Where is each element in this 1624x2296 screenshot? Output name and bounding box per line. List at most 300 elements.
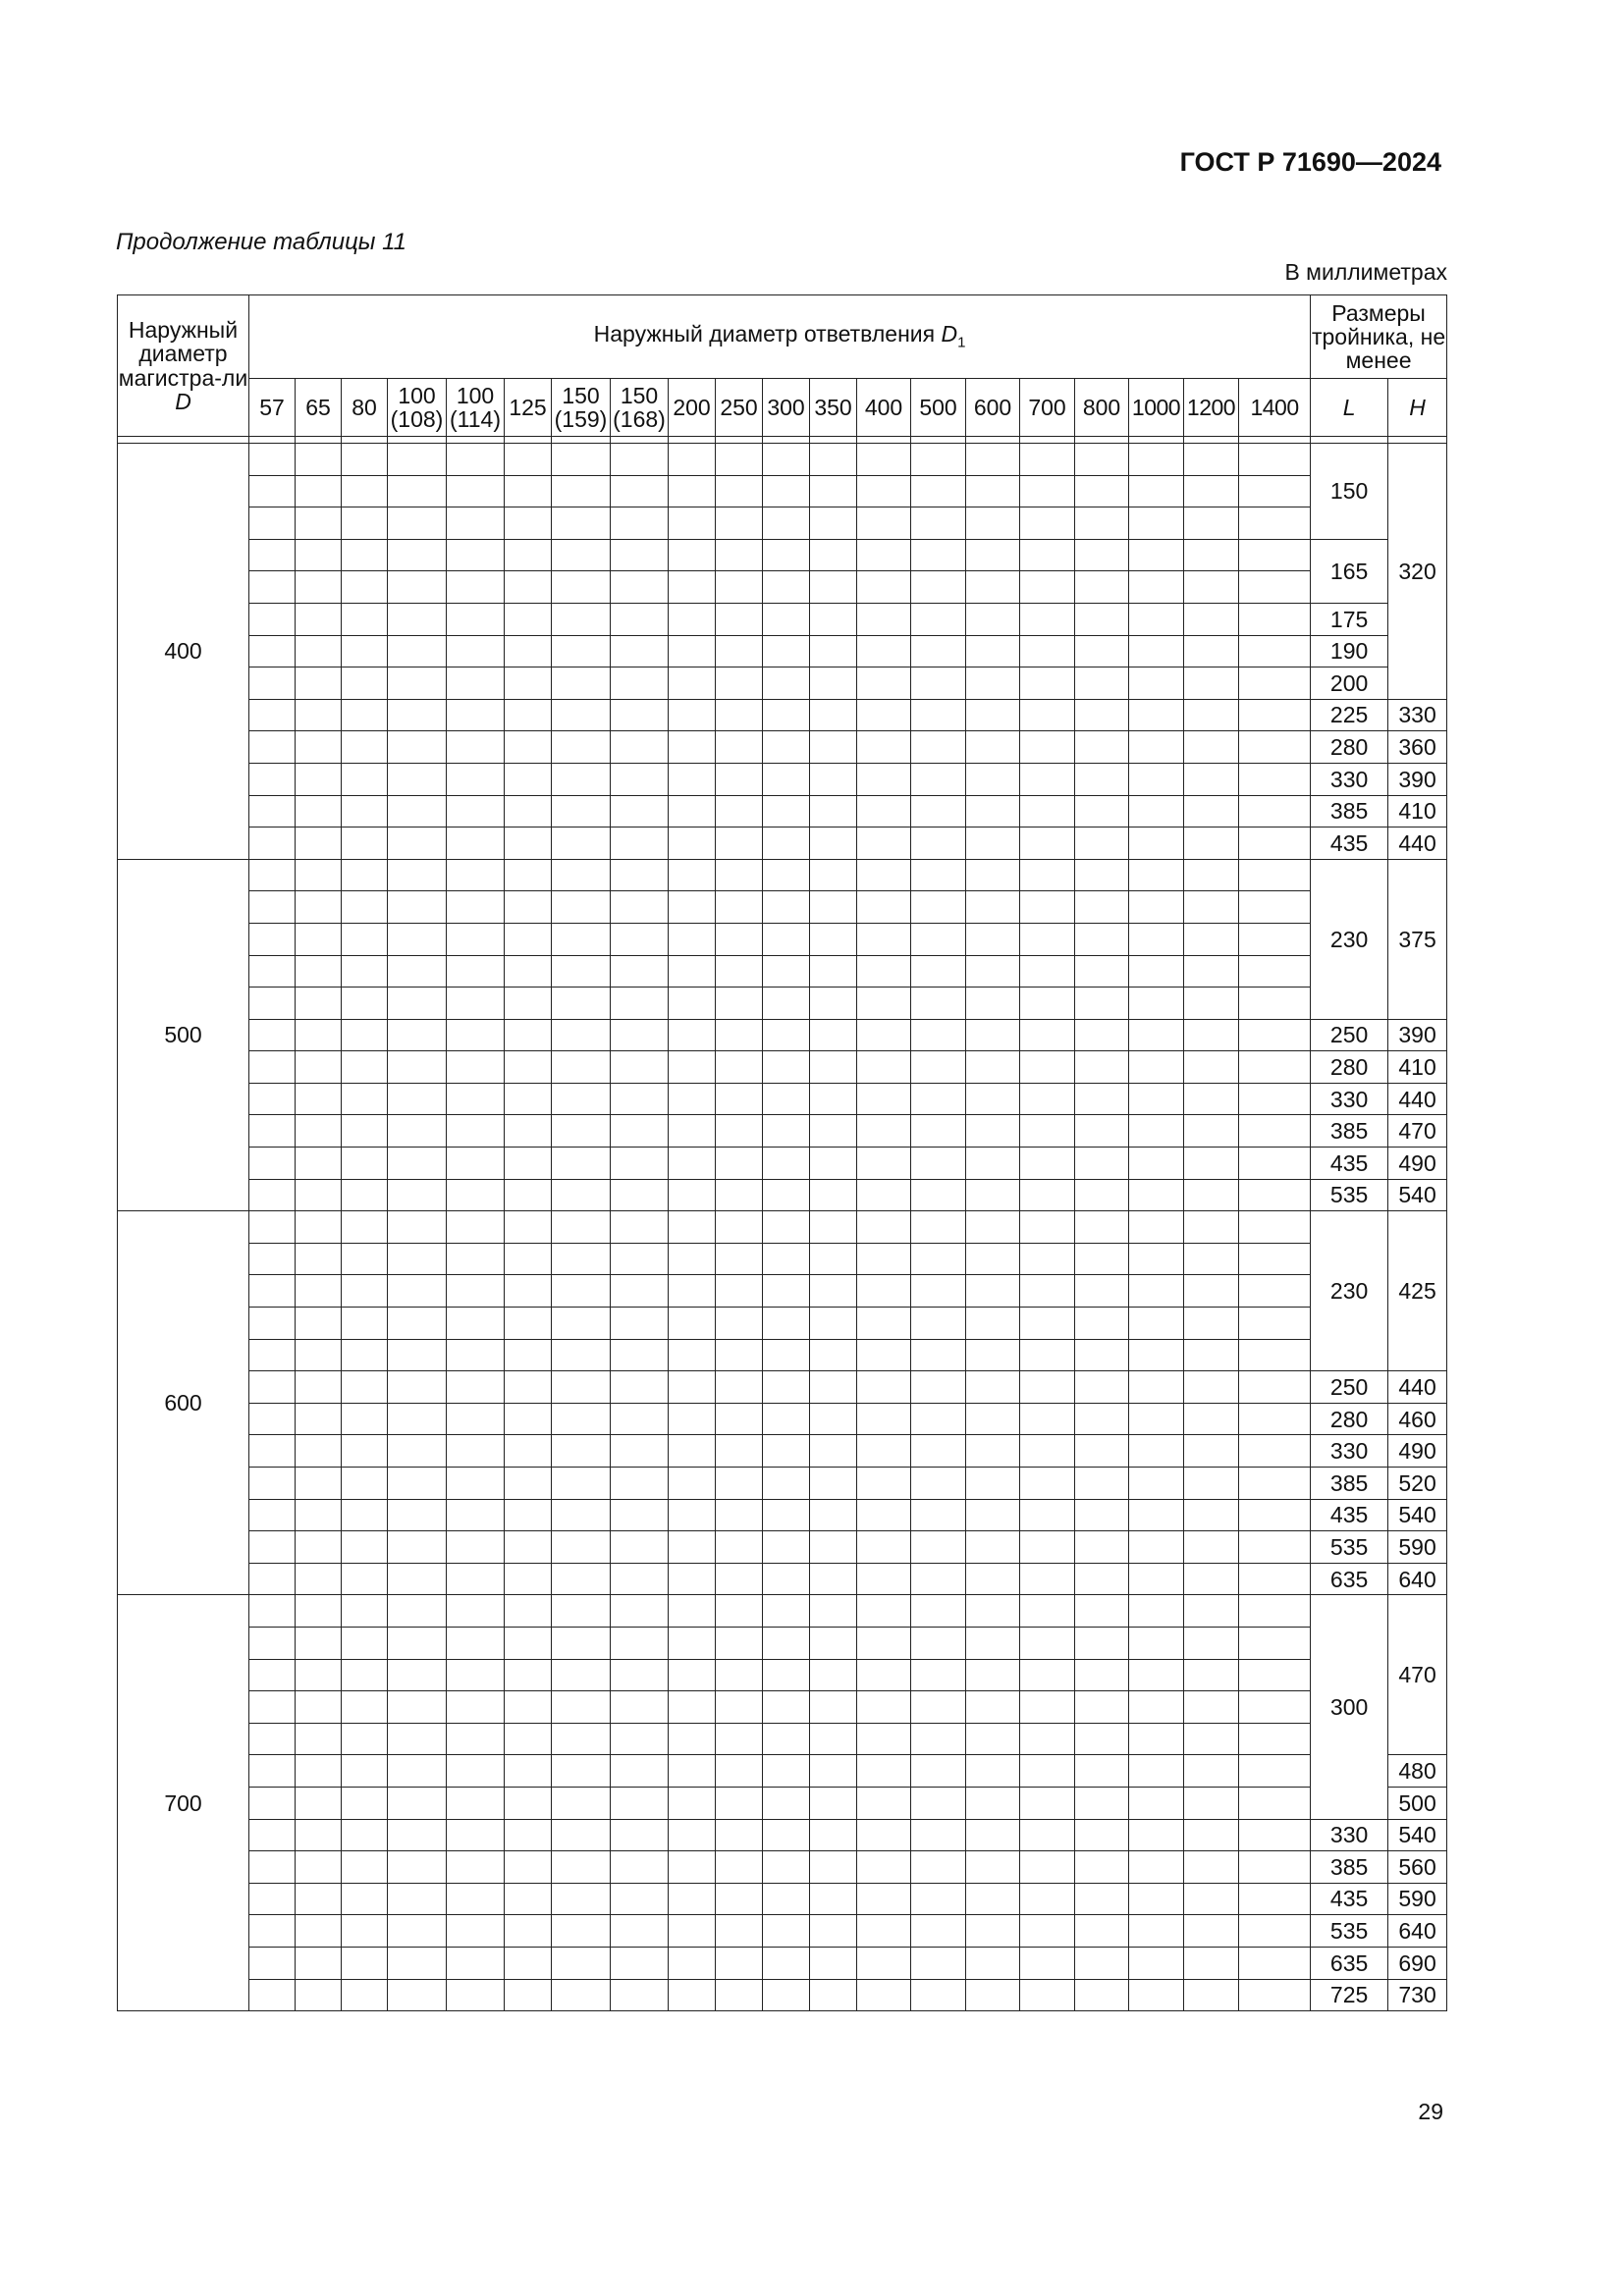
table-row xyxy=(118,923,1447,955)
main-diameter-cell: 400 xyxy=(118,444,249,860)
branch-cell xyxy=(763,1659,810,1691)
branch-cell xyxy=(1075,731,1129,764)
branch-cell xyxy=(1239,635,1311,667)
table-row xyxy=(118,571,1447,604)
branch-cell xyxy=(911,1051,966,1084)
table-row xyxy=(118,1019,1447,1051)
branch-cell xyxy=(447,1627,505,1659)
branch-cell xyxy=(810,1819,857,1851)
branch-cell xyxy=(296,1755,342,1788)
branch-cell xyxy=(911,988,966,1020)
branch-cell xyxy=(552,507,611,540)
branch-cell xyxy=(249,507,296,540)
separator-cell xyxy=(716,437,763,444)
branch-cell xyxy=(388,1659,447,1691)
branch-cell xyxy=(1075,1275,1129,1308)
branch-cell xyxy=(296,444,342,476)
branch-cell xyxy=(1075,1979,1129,2011)
branch-cell xyxy=(966,988,1020,1020)
main-diameter-header xyxy=(118,295,249,437)
branch-diameter-value: 1200 xyxy=(1186,394,1236,420)
branch-cell xyxy=(1239,1819,1311,1851)
branch-cell xyxy=(857,955,911,988)
table-row xyxy=(118,1148,1447,1180)
branch-cell xyxy=(1129,444,1184,476)
branch-cell xyxy=(716,667,763,700)
branch-cell xyxy=(296,1243,342,1275)
branch-cell xyxy=(447,1819,505,1851)
branch-cell xyxy=(1239,1051,1311,1084)
branch-cell xyxy=(249,828,296,860)
branch-cell xyxy=(763,1083,810,1115)
branch-cell xyxy=(249,539,296,571)
branch-cell xyxy=(966,1787,1020,1819)
branch-cell xyxy=(249,1083,296,1115)
branch-cell xyxy=(1129,1019,1184,1051)
branch-cell xyxy=(552,1691,611,1724)
branch-cell xyxy=(1129,923,1184,955)
branch-cell xyxy=(1239,731,1311,764)
branch-cell xyxy=(611,1563,669,1595)
branch-cell xyxy=(763,1115,810,1148)
branch-cell xyxy=(505,1499,552,1531)
branch-cell xyxy=(810,1468,857,1500)
branch-cell xyxy=(716,1883,763,1915)
H-value-cell: 490 xyxy=(1388,1435,1447,1468)
branch-cell xyxy=(1239,1179,1311,1211)
branch-cell xyxy=(810,667,857,700)
branch-cell xyxy=(552,1627,611,1659)
L-value-cell: 165 xyxy=(1311,539,1388,603)
branch-cell xyxy=(966,1403,1020,1435)
table-row xyxy=(118,667,1447,700)
branch-cell xyxy=(505,571,552,604)
branch-cell xyxy=(716,1339,763,1371)
branch-cell xyxy=(966,571,1020,604)
branch-cell xyxy=(1184,1403,1239,1435)
branch-cell xyxy=(911,667,966,700)
branch-cell xyxy=(669,1275,716,1308)
branch-cell xyxy=(611,1595,669,1628)
branch-cell xyxy=(552,1275,611,1308)
branch-cell xyxy=(296,988,342,1020)
branch-cell xyxy=(1020,923,1075,955)
branch-cell xyxy=(388,923,447,955)
branch-cell xyxy=(1239,1403,1311,1435)
branch-cell xyxy=(388,1275,447,1308)
branch-cell xyxy=(716,859,763,891)
branch-cell xyxy=(911,571,966,604)
branch-cell xyxy=(966,1691,1020,1724)
branch-cell xyxy=(911,1787,966,1819)
branch-cell xyxy=(911,507,966,540)
table-row xyxy=(118,699,1447,731)
branch-cell xyxy=(716,1211,763,1244)
branch-cell xyxy=(296,795,342,828)
branch-cell xyxy=(763,507,810,540)
branch-cell xyxy=(296,1083,342,1115)
branch-cell xyxy=(669,955,716,988)
branch-cell xyxy=(296,923,342,955)
branch-cell xyxy=(1239,1563,1311,1595)
branch-cell xyxy=(388,1243,447,1275)
branch-cell xyxy=(1184,1211,1239,1244)
branch-cell xyxy=(505,1883,552,1915)
branch-cell xyxy=(763,859,810,891)
branch-cell xyxy=(716,1403,763,1435)
table-row xyxy=(118,475,1447,507)
branch-cell xyxy=(857,1339,911,1371)
header-row xyxy=(118,379,1447,437)
branch-cell xyxy=(1075,1371,1129,1404)
branch-cell xyxy=(763,1211,810,1244)
L-value-cell: 435 xyxy=(1311,1883,1388,1915)
H-value-cell: 480 xyxy=(1388,1755,1447,1788)
branch-cell xyxy=(669,1819,716,1851)
branch-cell xyxy=(911,891,966,924)
branch-cell xyxy=(763,1179,810,1211)
branch-cell xyxy=(388,1563,447,1595)
branch-cell xyxy=(1184,1148,1239,1180)
table-row xyxy=(118,1979,1447,2011)
branch-cell xyxy=(505,444,552,476)
branch-cell xyxy=(1239,699,1311,731)
branch-cell xyxy=(763,1851,810,1884)
L-value-cell: 435 xyxy=(1311,1499,1388,1531)
branch-cell xyxy=(388,1019,447,1051)
branch-cell xyxy=(669,1627,716,1659)
branch-cell xyxy=(1239,1979,1311,2011)
branch-cell xyxy=(1239,1371,1311,1404)
H-value-cell: 590 xyxy=(1388,1883,1447,1915)
branch-cell xyxy=(810,1083,857,1115)
branch-cell xyxy=(1020,1339,1075,1371)
branch-cell xyxy=(1020,1019,1075,1051)
branch-cell xyxy=(669,1947,716,1979)
branch-cell xyxy=(1184,571,1239,604)
branch-cell xyxy=(1129,1083,1184,1115)
branch-cell xyxy=(388,1308,447,1340)
branch-cell xyxy=(966,1211,1020,1244)
H-value-cell: 470 xyxy=(1388,1115,1447,1148)
branch-cell xyxy=(716,1019,763,1051)
branch-cell xyxy=(1075,1499,1129,1531)
branch-cell xyxy=(857,795,911,828)
branch-cell xyxy=(966,507,1020,540)
branch-cell xyxy=(296,731,342,764)
branch-cell xyxy=(1239,923,1311,955)
table-row xyxy=(118,763,1447,795)
H-value-cell: 330 xyxy=(1388,699,1447,731)
H-value-cell: 500 xyxy=(1388,1787,1447,1819)
branch-cell xyxy=(1184,1435,1239,1468)
branch-cell xyxy=(249,1627,296,1659)
branch-cell xyxy=(447,1019,505,1051)
branch-cell xyxy=(552,1019,611,1051)
branch-diameter-17 xyxy=(1129,379,1184,437)
H-value-cell: 470 xyxy=(1388,1595,1447,1755)
branch-cell xyxy=(505,1947,552,1979)
branch-cell xyxy=(716,635,763,667)
branch-cell xyxy=(342,1563,388,1595)
main-diameter-cell: 700 xyxy=(118,1595,249,2011)
separator-cell xyxy=(857,437,911,444)
branch-cell xyxy=(1020,1243,1075,1275)
branch-cell xyxy=(857,1403,911,1435)
branch-cell xyxy=(966,859,1020,891)
branch-cell xyxy=(1239,1787,1311,1819)
branch-diameter-header-text: Наружный диаметр ответвления xyxy=(593,321,936,347)
branch-cell xyxy=(388,1915,447,1948)
H-value-cell: 360 xyxy=(1388,731,1447,764)
branch-cell xyxy=(669,1339,716,1371)
branch-cell xyxy=(296,1819,342,1851)
branch-cell xyxy=(1184,1531,1239,1564)
branch-cell xyxy=(911,1371,966,1404)
branch-cell xyxy=(447,828,505,860)
branch-cell xyxy=(1184,1787,1239,1819)
H-value-cell: 540 xyxy=(1388,1819,1447,1851)
branch-cell xyxy=(716,507,763,540)
separator-cell xyxy=(249,437,296,444)
branch-cell xyxy=(342,1115,388,1148)
H-value-cell: 640 xyxy=(1388,1563,1447,1595)
branch-cell xyxy=(552,603,611,635)
branch-cell xyxy=(296,635,342,667)
branch-cell xyxy=(1129,1371,1184,1404)
branch-cell xyxy=(611,699,669,731)
branch-diameter-13 xyxy=(911,379,966,437)
branch-cell xyxy=(763,1915,810,1948)
branch-cell xyxy=(447,1659,505,1691)
branch-cell xyxy=(1129,1851,1184,1884)
branch-cell xyxy=(669,1468,716,1500)
branch-cell xyxy=(716,1659,763,1691)
branch-cell xyxy=(388,1499,447,1531)
branch-cell xyxy=(342,1468,388,1500)
table-row xyxy=(118,1819,1447,1851)
branch-cell xyxy=(669,859,716,891)
branch-cell xyxy=(1184,1051,1239,1084)
branch-cell xyxy=(342,1947,388,1979)
branch-cell xyxy=(911,731,966,764)
branch-cell xyxy=(966,828,1020,860)
branch-cell xyxy=(911,955,966,988)
branch-cell xyxy=(1020,1371,1075,1404)
branch-cell xyxy=(1020,1819,1075,1851)
branch-cell xyxy=(1020,1148,1075,1180)
branch-cell xyxy=(552,1148,611,1180)
branch-cell xyxy=(296,667,342,700)
branch-cell xyxy=(447,1787,505,1819)
branch-cell xyxy=(552,1659,611,1691)
branch-cell xyxy=(611,1468,669,1500)
branch-cell xyxy=(447,731,505,764)
branch-cell xyxy=(611,828,669,860)
branch-cell xyxy=(611,444,669,476)
branch-cell xyxy=(966,1275,1020,1308)
branch-cell xyxy=(716,1723,763,1755)
branch-cell xyxy=(763,1755,810,1788)
H-value-cell: 320 xyxy=(1388,444,1447,700)
branch-cell xyxy=(1184,795,1239,828)
branch-cell xyxy=(1129,988,1184,1020)
branch-cell xyxy=(966,1308,1020,1340)
branch-cell xyxy=(857,603,911,635)
branch-cell xyxy=(716,1531,763,1564)
branch-cell xyxy=(1075,539,1129,571)
branch-cell xyxy=(1184,603,1239,635)
table-row xyxy=(118,1851,1447,1884)
H-value-cell: 490 xyxy=(1388,1148,1447,1180)
branch-cell xyxy=(296,1275,342,1308)
branch-cell xyxy=(810,507,857,540)
branch-cell xyxy=(1129,763,1184,795)
branch-cell xyxy=(810,988,857,1020)
branch-cell xyxy=(296,1883,342,1915)
branch-cell xyxy=(505,1531,552,1564)
branch-cell xyxy=(342,828,388,860)
branch-cell xyxy=(249,1243,296,1275)
branch-diameter-value: 57 xyxy=(259,394,285,420)
branch-cell xyxy=(1239,891,1311,924)
branch-cell xyxy=(857,1659,911,1691)
branch-cell xyxy=(810,1787,857,1819)
L-value-cell: 635 xyxy=(1311,1563,1388,1595)
branch-cell xyxy=(611,539,669,571)
branch-cell xyxy=(611,1883,669,1915)
branch-cell xyxy=(552,1211,611,1244)
branch-cell xyxy=(1020,1723,1075,1755)
branch-cell xyxy=(552,988,611,1020)
branch-cell xyxy=(1184,1275,1239,1308)
branch-cell xyxy=(1020,795,1075,828)
branch-cell xyxy=(763,1339,810,1371)
branch-diameter-value: 1000 xyxy=(1131,394,1181,420)
branch-cell xyxy=(810,1915,857,1948)
branch-cell xyxy=(388,795,447,828)
branch-cell xyxy=(249,571,296,604)
branch-cell xyxy=(1184,988,1239,1020)
branch-cell xyxy=(1239,1851,1311,1884)
branch-cell xyxy=(911,1979,966,2011)
branch-cell xyxy=(911,635,966,667)
branch-cell xyxy=(296,891,342,924)
branch-cell xyxy=(1184,539,1239,571)
branch-cell xyxy=(857,1308,911,1340)
branch-cell xyxy=(505,1148,552,1180)
branch-cell xyxy=(716,571,763,604)
table-row xyxy=(118,539,1447,571)
branch-cell xyxy=(342,1083,388,1115)
branch-cell xyxy=(857,475,911,507)
branch-cell xyxy=(966,1659,1020,1691)
branch-cell xyxy=(447,1051,505,1084)
branch-cell xyxy=(1129,1403,1184,1435)
main-diameter-header-text: Наружный диаметр магистра-ли xyxy=(118,317,248,391)
branch-cell xyxy=(1075,891,1129,924)
branch-cell xyxy=(388,475,447,507)
branch-cell xyxy=(1184,1563,1239,1595)
branch-cell xyxy=(447,1563,505,1595)
branch-cell xyxy=(1184,1819,1239,1851)
branch-cell xyxy=(611,507,669,540)
branch-cell xyxy=(1020,444,1075,476)
branch-cell xyxy=(669,923,716,955)
branch-diameter-2 xyxy=(342,379,388,437)
branch-cell xyxy=(1020,1787,1075,1819)
branch-cell xyxy=(1020,1595,1075,1628)
branch-diameter-15 xyxy=(1020,379,1075,437)
branch-cell xyxy=(388,699,447,731)
branch-cell xyxy=(1239,1595,1311,1628)
branch-cell xyxy=(716,1691,763,1724)
branch-cell xyxy=(388,1979,447,2011)
branch-cell xyxy=(810,1435,857,1468)
L-value-cell: 280 xyxy=(1311,1403,1388,1435)
branch-cell xyxy=(1239,475,1311,507)
branch-cell xyxy=(857,635,911,667)
branch-cell xyxy=(1184,1883,1239,1915)
branch-cell xyxy=(966,444,1020,476)
branch-cell xyxy=(1129,828,1184,860)
branch-cell xyxy=(669,1723,716,1755)
branch-cell xyxy=(296,1179,342,1211)
L-value-cell: 330 xyxy=(1311,1435,1388,1468)
branch-cell xyxy=(911,1691,966,1724)
branch-cell xyxy=(857,1755,911,1788)
branch-cell xyxy=(716,444,763,476)
branch-cell xyxy=(1184,1915,1239,1948)
L-value-cell: 280 xyxy=(1311,731,1388,764)
branch-cell xyxy=(1129,1787,1184,1819)
branch-cell xyxy=(505,1051,552,1084)
branch-cell xyxy=(669,1979,716,2011)
separator-cell xyxy=(763,437,810,444)
branch-cell xyxy=(611,1308,669,1340)
branch-cell xyxy=(1239,1308,1311,1340)
branch-cell xyxy=(505,1723,552,1755)
branch-cell xyxy=(249,1019,296,1051)
branch-cell xyxy=(966,603,1020,635)
branch-cell xyxy=(763,1595,810,1628)
branch-cell xyxy=(857,988,911,1020)
separator-cell xyxy=(1311,437,1388,444)
branch-cell xyxy=(857,1275,911,1308)
branch-cell xyxy=(447,1851,505,1884)
branch-cell xyxy=(669,699,716,731)
branch-cell xyxy=(1184,1659,1239,1691)
branch-cell xyxy=(249,1403,296,1435)
branch-cell xyxy=(1075,763,1129,795)
branch-cell xyxy=(1129,1755,1184,1788)
branch-cell xyxy=(1075,1435,1129,1468)
L-value-cell: 200 xyxy=(1311,667,1388,700)
branch-cell xyxy=(1184,891,1239,924)
separator-cell xyxy=(388,437,447,444)
table-row xyxy=(118,1179,1447,1211)
branch-cell xyxy=(857,1019,911,1051)
branch-cell xyxy=(763,1148,810,1180)
branch-cell xyxy=(966,1947,1020,1979)
branch-cell xyxy=(249,731,296,764)
branch-diameter-value: 500 xyxy=(919,394,957,420)
branch-cell xyxy=(857,1468,911,1500)
branch-cell xyxy=(1020,1179,1075,1211)
branch-cell xyxy=(911,1083,966,1115)
branch-cell xyxy=(857,1499,911,1531)
branch-cell xyxy=(342,1659,388,1691)
